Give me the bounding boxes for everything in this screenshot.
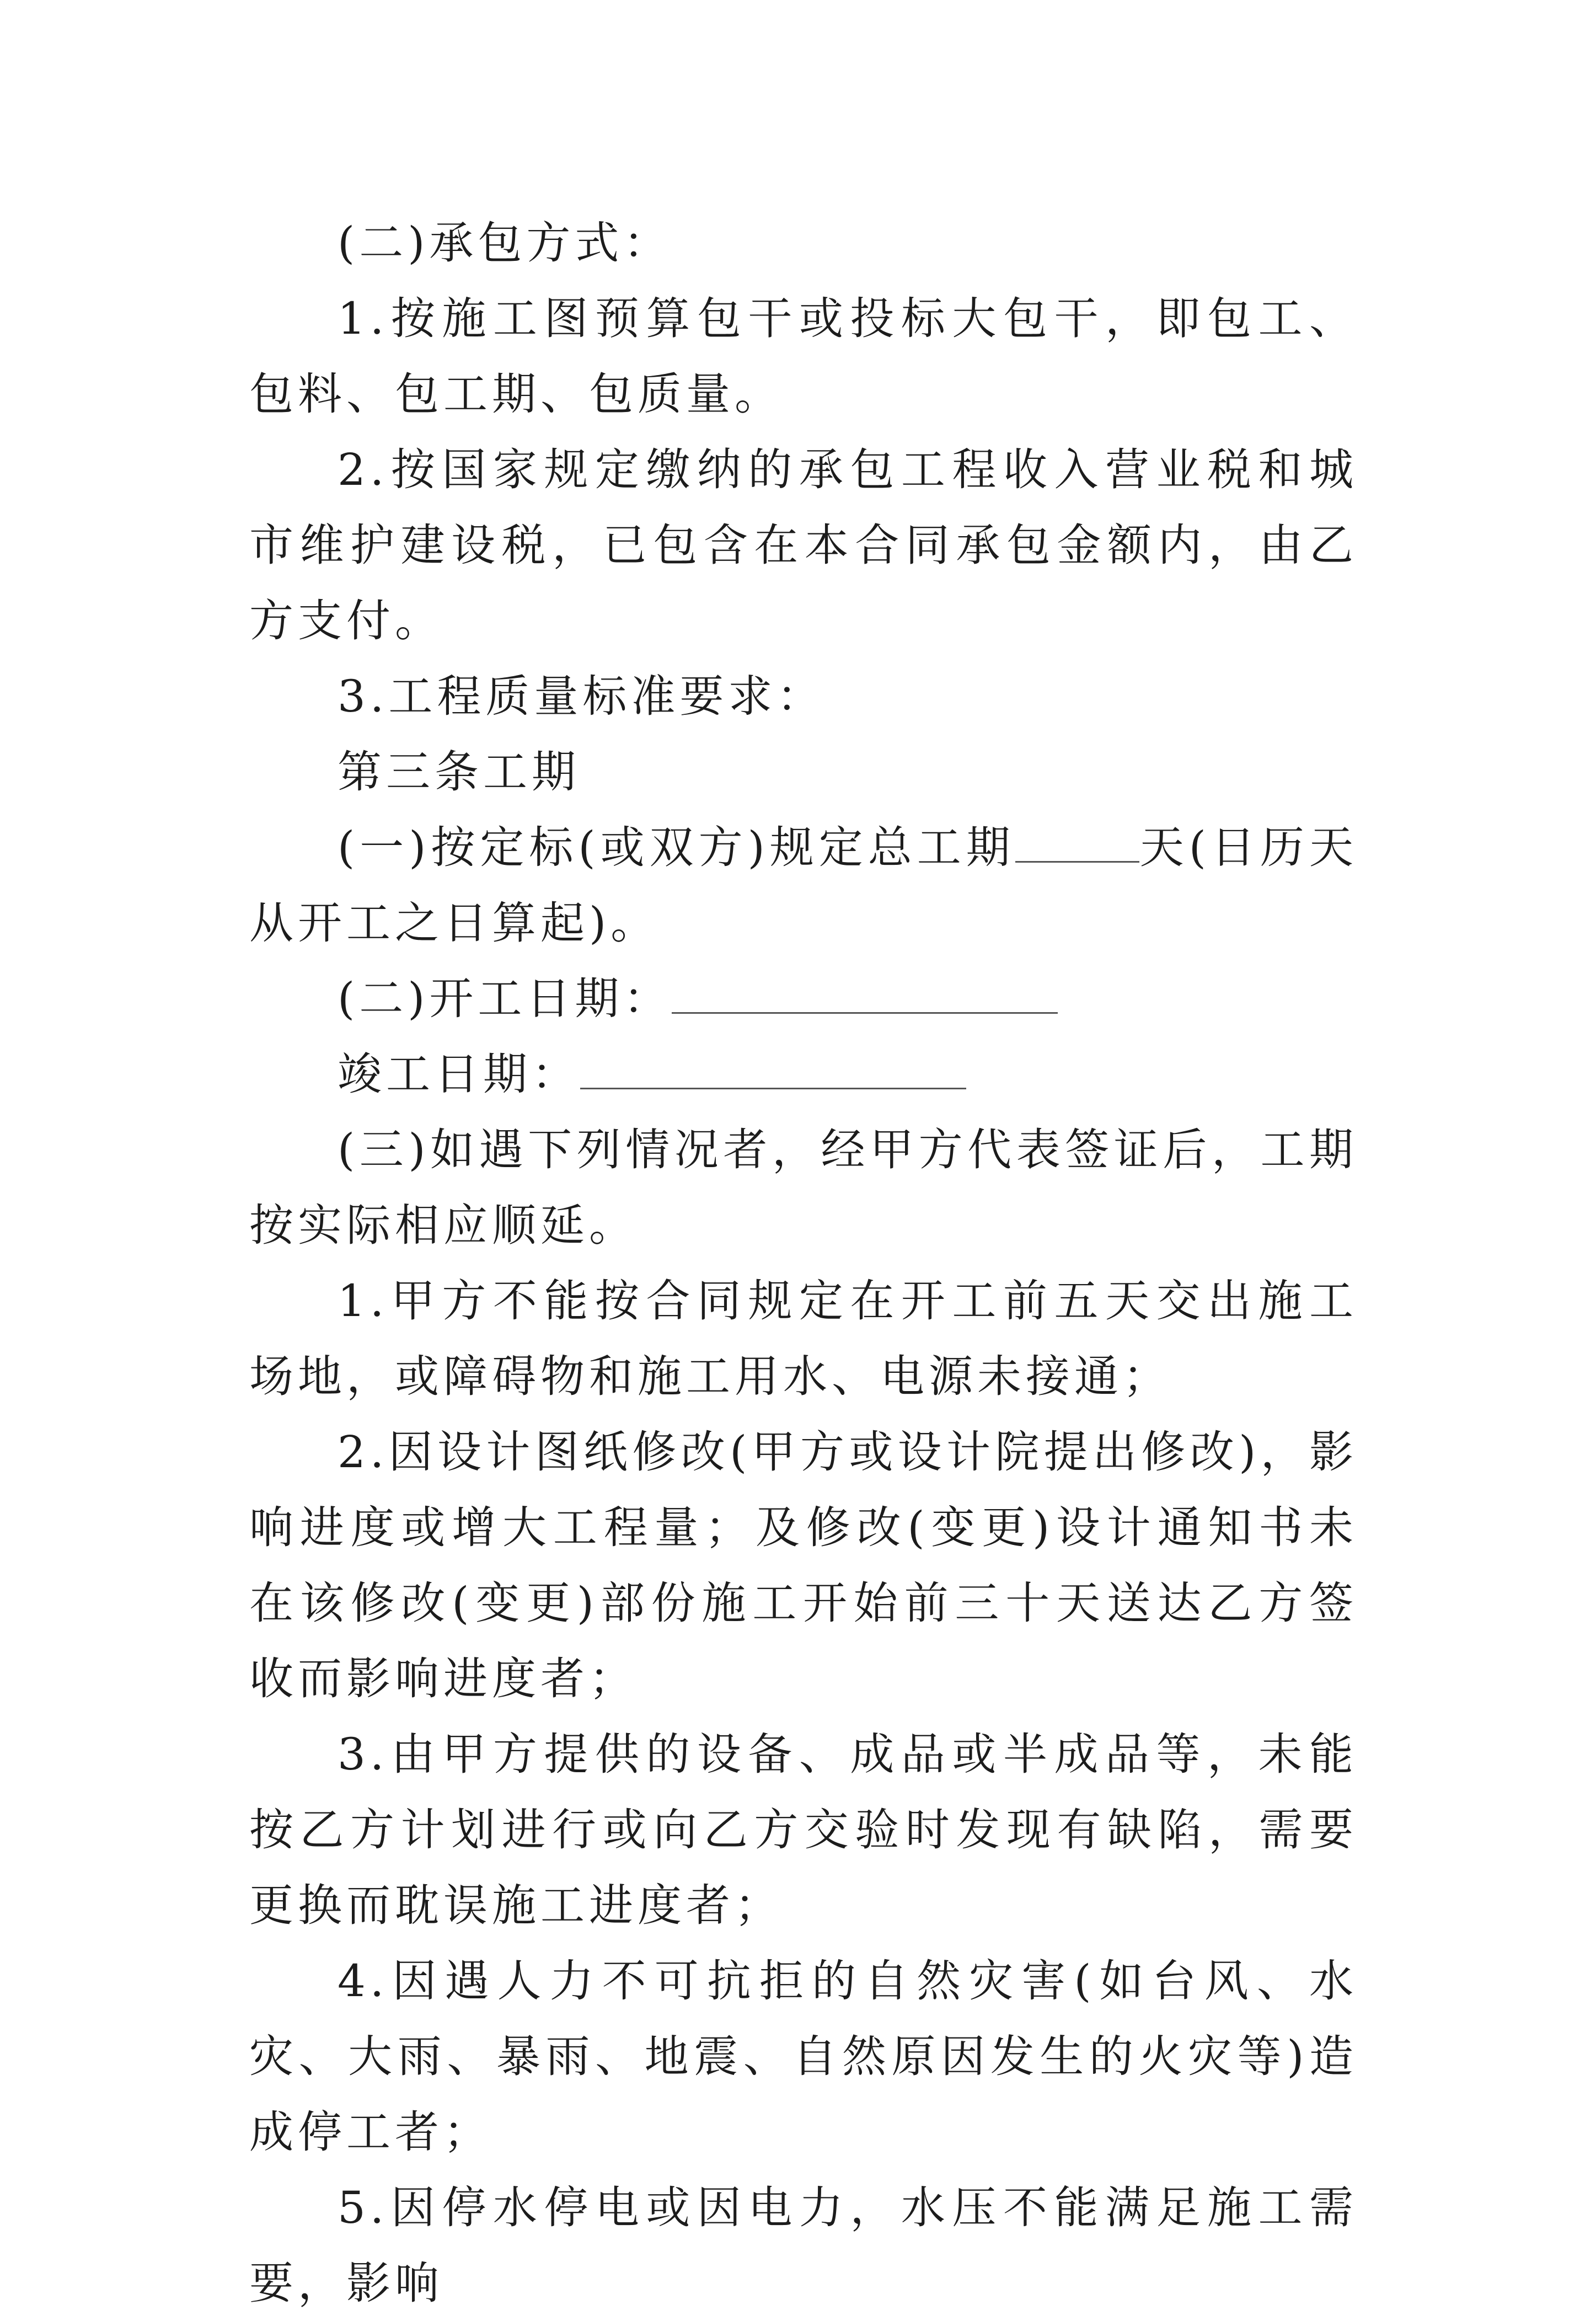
- clause-start-date: [249, 961, 1358, 1036]
- clause-1-lump-sum: 1.按施工图预算包干或投标大包干，即包工、包料、包工期、包质量。: [249, 293, 1358, 420]
- duration-days-blank: [1015, 822, 1139, 863]
- start-date-blank: [672, 974, 1058, 1014]
- start-date-label: (二)开工日期：: [338, 973, 672, 1024]
- clause-total-duration: [249, 810, 1358, 961]
- section-heading-contract-method: (二)承包方式：: [338, 217, 672, 269]
- condition-4-force-majeure: 4.因遇人力不可抗拒的自然灾害(如台风、水灾、大雨、暴雨、地震、自然原因发生的火灾等)造成停工者；: [249, 1955, 1358, 2158]
- clause-3-quality-standard: 3.工程质量标准要求：: [338, 671, 826, 722]
- completion-date-blank: [580, 1049, 966, 1089]
- condition-2-design-changes: 2.因设计图纸修改(甲方或设计院提出修改)，影响进度或增大工程量；及修改(变更)设计通知书未在该修改(变更)部份施工开始前三十天送达乙方签收而影响进度者；: [249, 1426, 1358, 1704]
- clause-completion-date: [249, 1036, 1358, 1112]
- duration-text-before: (一)按定标(或双方)规定总工期: [338, 822, 1015, 873]
- completion-date-label: 竣工日期：: [338, 1049, 580, 1100]
- condition-1-site-handover: 1.甲方不能按合同规定在开工前五天交出施工场地，或障碍物和施工用水、电源未接通；: [249, 1275, 1358, 1402]
- article-3-heading: 第三条工期: [338, 746, 580, 798]
- condition-5-utilities: 5.因停水停电或因电力，水压不能满足施工需要，影响: [249, 2182, 1358, 2309]
- condition-3-supplied-equipment: 3.由甲方提供的设备、成品或半成品等，未能按乙方计划进行或向乙方交验时发现有缺陷，需要更换而耽误施工进度者；: [249, 1729, 1358, 1931]
- clause-2-taxes: 2.按国家规定缴纳的承包工程收入营业税和城市维护建设税，已包含在本合同承包金额内，由乙方支付。: [249, 444, 1358, 646]
- duration-text-after: 天(日历天从开工之日算起)。: [249, 822, 1358, 949]
- document-body: [249, 205, 1358, 2321]
- clause-extension-conditions: (三)如遇下列情况者，经甲方代表签证后，工期按实际相应顺延。: [249, 1124, 1358, 1251]
